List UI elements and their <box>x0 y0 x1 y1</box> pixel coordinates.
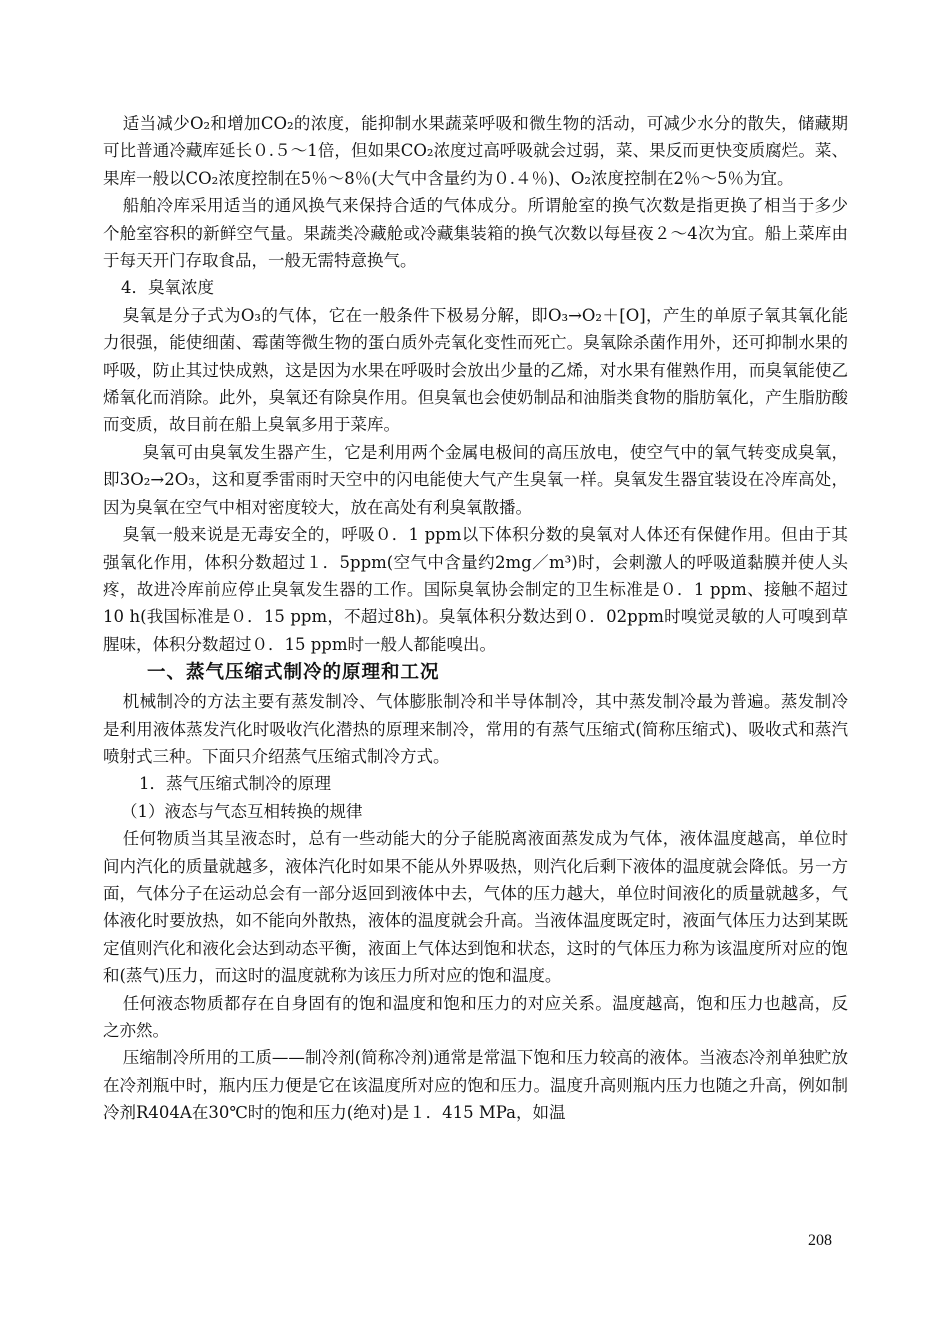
document-page <box>103 110 848 1127</box>
paragraph-ozone-properties: 臭氧是分子式为O₃的气体，它在一般条件下极易分解，即O₃→O₂＋[O]，产生的单原子氧其氧化能力很强，能使细菌、霉菌等微生物的蛋白质外壳氧化变性而死亡。臭氧除杀菌作用外，还可抑制水果的呼吸，防止其过快成熟，这是因为水果在呼吸时会放出少量的乙烯，对水果有催熟作用，而臭氧能使乙烯氧化而消除。此外，臭氧还有除臭作用。但臭氧也会使奶制品和油脂类食物的脂肪氧化，产生脂肪酸而变质，故目前在船上臭氧多用于菜库。 <box>103 305 848 435</box>
subsection-heading-phase-change: （1）液态与气态互相转换的规律 <box>121 801 363 821</box>
chapter-heading-vapor-compression: 一、蒸气压缩式制冷的原理和工况 <box>147 662 440 684</box>
paragraph-gas-concentration: 适当减少O₂和增加CO₂的浓度，能抑制水果蔬菜呼吸和微生物的活动，可减少水分的散失，储藏期可比普通冷藏库延长０.５～1倍，但如果CO₂浓度过高呼吸就会过弱，菜、果反而更快变质腐烂。菜、果库一般以CO₂浓度控制在5％～8％(大气中含量约为０.４％)、O₂浓度控制在2％～5％为宜。 <box>103 114 848 188</box>
paragraph-saturation-relation: 任何液态物质都存在自身固有的饱和温度和饱和压力的对应关系。温度越高，饱和压力也越高，反之亦然。 <box>103 993 848 1040</box>
paragraph-ozone-generator: 臭氧可由臭氧发生器产生，它是利用两个金属电极间的高压放电，使空气中的氧气转变成臭氧，即3O₂→2O₃，这和夏季雷雨时天空中的闪电能使大气产生臭氧一样。臭氧发生器宜装设在冷库高处，因为臭氧在空气中相对密度较大，放在高处有利臭氧散播。 <box>103 442 848 517</box>
section-heading-principle: 1．蒸气压缩式制冷的原理 <box>139 774 331 794</box>
page-number: 208 <box>808 1232 832 1249</box>
paragraph-phase-change: 任何物质当其呈液态时，总有一些动能大的分子能脱离液面蒸发成为气体，液体温度越高，单位时间内汽化的质量就越多，液体汽化时如果不能从外界吸热，则汽化后剩下液体的温度就会降低。另一方面，气体分子在运动总会有一部分返回到液体中去，气体的压力越大，单位时间液化的质量就越多，气体液化时要放热，如不能向外散热，液体的温度就会升高。当液体温度既定时，液面气体压力达到某既定值则汽化和液化会达到动态平衡，液面上气体达到饱和状态，这时的气体压力称为该温度所对应的饱和(蒸气)压力，而这时的温度就称为该压力所对应的饱和温度。 <box>103 829 848 986</box>
paragraph-mechanical-refrigeration: 机械制冷的方法主要有蒸发制冷、气体膨胀制冷和半导体制冷，其中蒸发制冷最为普遍。蒸发制冷是利用液体蒸发汽化时吸收汽化潜热的原理来制冷，常用的有蒸气压缩式(简称压缩式)、吸收式和蒸汽喷射式三种。下面只介绍蒸气压缩式制冷方式。 <box>103 692 848 766</box>
paragraph-ventilation: 船舶冷库采用适当的通风换气来保持合适的气体成分。所谓舱室的换气次数是指更换了相当于多少个舱室容积的新鲜空气量。果蔬类冷藏舱或冷藏集装箱的换气次数以每昼夜２～4次为宜。船上菜库由于每天开门存取食品，一般无需特意换气。 <box>103 196 848 271</box>
section-heading-ozone-concentration: 4．臭氧浓度 <box>121 278 214 298</box>
paragraph-ozone-safety: 臭氧一般来说是无毒安全的，呼吸０．1 ppm以下体积分数的臭氧对人体还有保健作用。但由于其强氧化作用，体积分数超过１．5ppm(空气中含量约2mg／m³)时，会刺激人的呼吸道黏膜并使人头疼，故进冷库前应停止臭氧发生器的工作。国际臭氧协会制定的卫生标准是０．1 ppm、接触不超过10 h(我国标准是０．15 ppm，不超过8h)。臭氧体积分数达到０．02ppm时嗅觉灵敏的人可嗅到草腥味，体积分数超过０．15 ppm时一般人都能嗅出。 <box>103 525 848 654</box>
paragraph-refrigerant: 压缩制冷所用的工质——制冷剂(简称冷剂)通常是常温下饱和压力较高的液体。当液态冷剂单独贮放在冷剂瓶中时，瓶内压力便是它在该温度所对应的饱和压力。温度升高则瓶内压力也随之升高，例如制冷剂R404A在30℃时的饱和压力(绝对)是１．415 MPa，如温 <box>103 1048 848 1123</box>
